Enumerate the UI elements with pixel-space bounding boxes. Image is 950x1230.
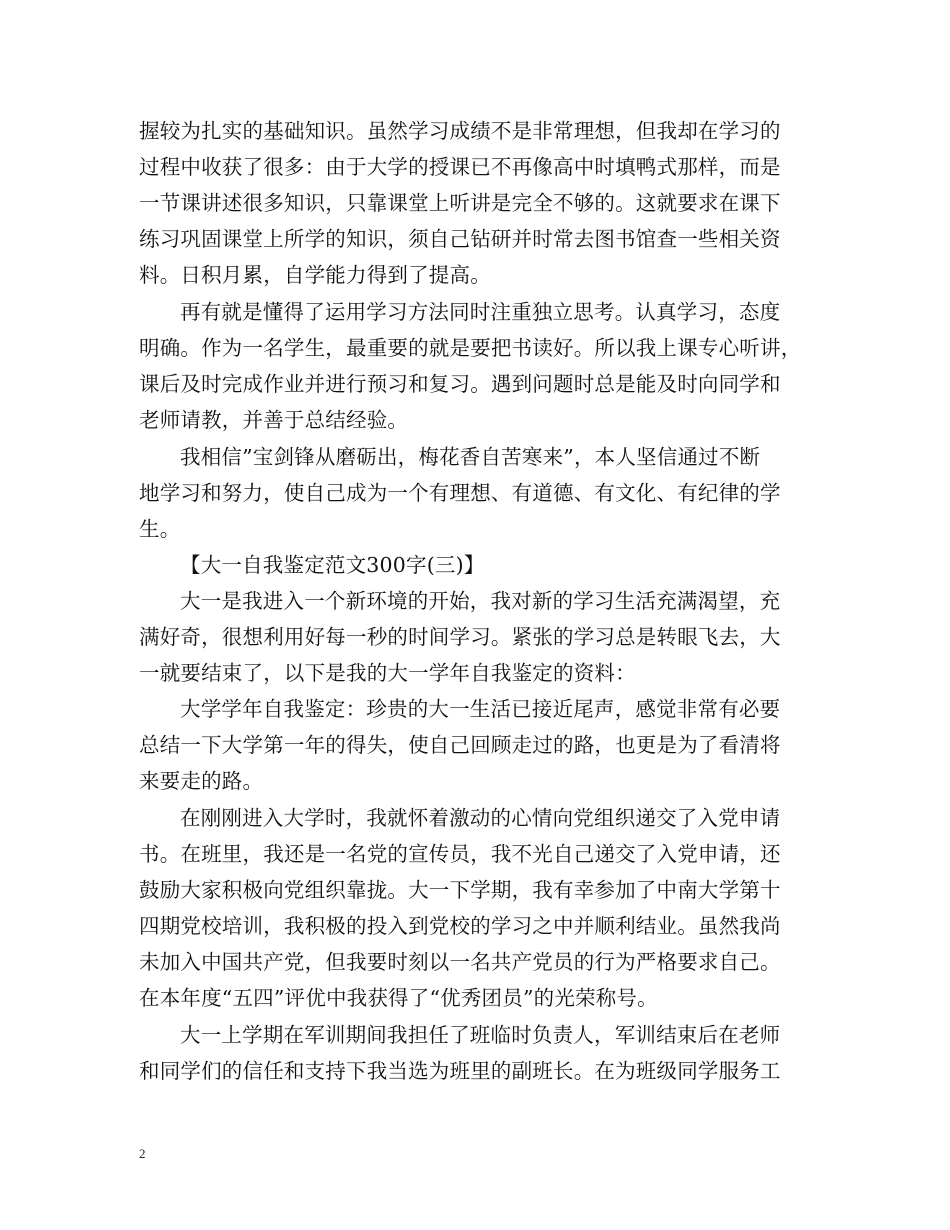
text-line: 在本年度“五四”评优中我获得了“优秀团员”的光荣称号。 — [139, 986, 658, 1010]
text-line: 大一上学期在军训期间我担任了班临时负责人，军训结束后在老师 — [180, 1023, 781, 1047]
text-line: 书。在班里，我还是一名党的宣传员，我不光自己递交了入党申请，还 — [139, 842, 781, 866]
text-line: 一就要结束了，以下是我的大一学年自我鉴定的资料： — [139, 661, 636, 685]
text-line: 满好奇，很想利用好每一秒的时间学习。紧张的学习总是转眼飞去，大 — [139, 625, 781, 649]
text-line: 我相信”宝剑锋从磨砺出，梅花香自苦寒来”，本人坚信通过不断 — [180, 445, 761, 469]
text-line: 过程中收获了很多：由于大学的授课已不再像高中时填鸭式那样，而是 — [139, 155, 781, 179]
text-line: 一节课讲述很多知识，只靠课堂上听讲是完全不够的。这就要求在课下 — [139, 191, 781, 215]
text-line: 和同学们的信任和支持下我当选为班里的副班长。在为班级同学服务工 — [139, 1059, 781, 1083]
text-line: 鼓励大家积极向党组织靠拢。大一下学期，我有幸参加了中南大学第十 — [139, 878, 781, 902]
page-number: 2 — [139, 1146, 146, 1161]
text-line: 生。 — [139, 517, 181, 541]
text-line: 练习巩固课堂上所学的知识，须自己钻研并时常去图书馆查一些相关资 — [139, 227, 781, 251]
text-line: 老师请教，并善于总结经验。 — [139, 408, 409, 432]
text-line: 大一是我进入一个新环境的开始，我对新的学习生活充满渴望，充 — [180, 589, 781, 613]
text-line: 地学习和努力，使自己成为一个有理想、有道德、有文化、有纪律的学 — [139, 481, 781, 505]
text-line: 再有就是懂得了运用学习方法同时注重独立思考。认真学习，态度 — [180, 300, 781, 324]
text-line: 握较为扎实的基础知识。虽然学习成绩不是非常理想，但我却在学习的 — [139, 119, 781, 143]
text-line: 课后及时完成作业并进行预习和复习。遇到问题时总是能及时向同学和 — [139, 372, 781, 396]
text-line: 未加入中国共产党，但我要时刻以一名共产党员的行为严格要求自己。 — [139, 950, 781, 974]
section-heading: 【大一自我鉴定范文300字(三)】 — [180, 553, 485, 577]
text-line: 四期党校培训，我积极的投入到党校的学习之中并顺利结业。虽然我尚 — [139, 914, 781, 938]
text-line: 总结一下大学第一年的得失，使自己回顾走过的路，也更是为了看清将 — [139, 733, 781, 757]
text-line: 大学学年自我鉴定：珍贵的大一生活已接近尾声，感觉非常有必要 — [180, 697, 781, 721]
text-line: 料。日积月累，自学能力得到了提高。 — [139, 263, 491, 287]
text-line: 在刚刚进入大学时，我就怀着激动的心情向党组织递交了入党申请 — [180, 806, 781, 830]
text-line: 明确。作为一名学生，最重要的就是要把书读好。所以我上课专心听讲， — [139, 336, 802, 360]
text-line: 来要走的路。 — [139, 769, 264, 793]
